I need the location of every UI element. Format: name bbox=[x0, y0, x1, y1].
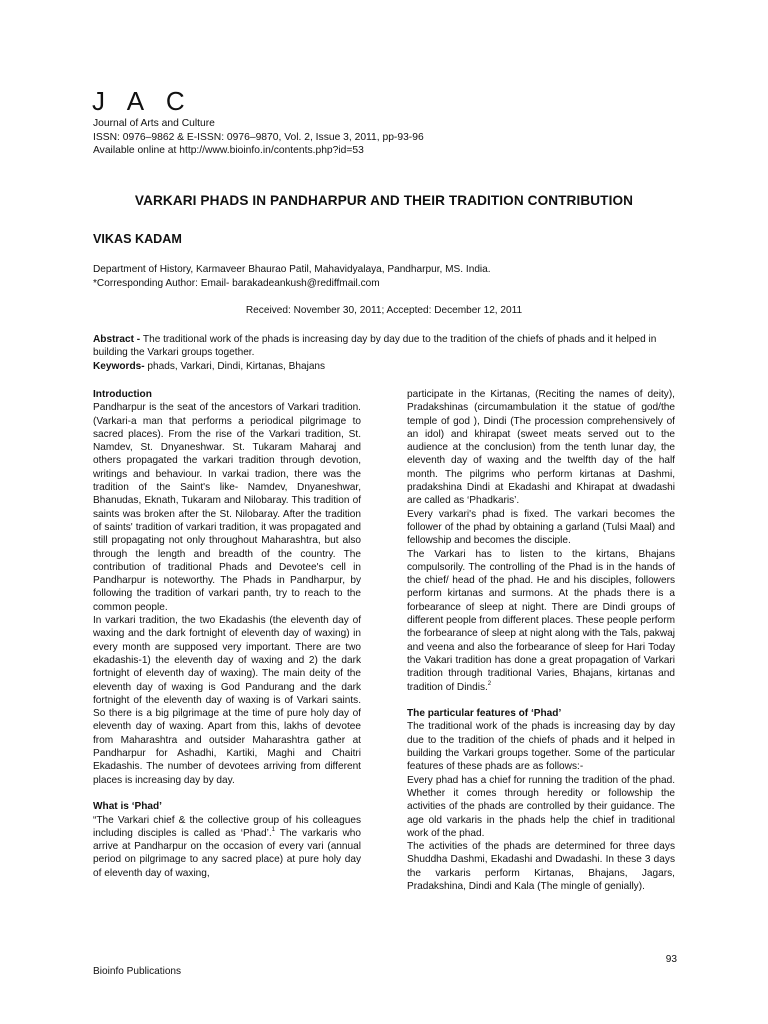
journal-logo: J A C bbox=[92, 86, 193, 116]
section-heading-what-is-phad: What is ‘Phad’ bbox=[93, 801, 162, 813]
paragraph-text: The varkaris who arrive at Pandharpur on the occasion of every vari (annual period on pilgrimage to any sacred place) at pure holy day of eleventh day of waxing, bbox=[93, 827, 361, 879]
journal-online-url[interactable]: Available online at http://www.bioinfo.in/contents.php?id=53 bbox=[93, 145, 364, 156]
keywords-label: Keywords- bbox=[93, 360, 148, 372]
paragraph: The traditional work of the phads is increasing day by day due to the tradition of the chiefs of phads and it helped in building the Varkari groups together. Some of the particular features of these phads are as follows:- bbox=[407, 721, 675, 773]
abstract-block bbox=[93, 333, 675, 373]
paragraph bbox=[93, 814, 361, 880]
paragraph: Every varkari's phad is fixed. The varkari becomes the follower of the phad by obtaining a garland (Tulsi Maal) and fellowship and becomes the disciple. bbox=[407, 508, 675, 547]
left-column bbox=[93, 388, 361, 880]
paragraph-text: The Varkari has to listen to the kirtans, Bhajans compulsorily. The controlling of the Phad is in the hands of the chief/ head of the phad. He and his disciples, followers perform kirtanas and surmons. At the phads there is a forbearance of sleep at night. There are Dindi groups of different people from different places. These people perform the forbearance of sleep at night along with the Tals, pakwaj and veena and also the forbearance of sleep for Hari Today the Vakari tradition has done a great propagation of Varkari tradition through traditional Varies, Bhajans, kirtanas and tradition of Dindis. bbox=[407, 548, 675, 693]
abstract bbox=[93, 333, 675, 360]
article-title: VARKARI PHADS IN PANDHARPUR AND THEIR TRADITION CONTRIBUTION bbox=[134, 193, 634, 208]
paragraph: Every phad has a chief for running the tradition of the phad. Whether it comes through heredity or followship the activities of the phads are controlled by their guidance. The age old varkaris in the phads help the chief in traditional work of the phad. bbox=[407, 774, 675, 839]
right-column bbox=[407, 388, 675, 893]
footnote-ref[interactable]: 2 bbox=[487, 680, 492, 687]
section-heading-introduction: Introduction bbox=[93, 389, 152, 400]
paragraph: Pandharpur is the seat of the ancestors of Varkari tradition. (Varkari-a man that performs a periodical pilgrimage to sacred places). From the rise of the Varkari tradition, St. Namdev, St. Dnyaneshwar. St. Tukaram Maharaj and others propagated the varkari tradition through devotion, writings and behaviour. In varkai tradion, there was the tradition of the Saint's like- Namdev, Dnyaneshwar, Bhanudas, Eknath, Tukaram and Nilobaray. This tradition of saints was broken after the St. Nilobaray. After the tradition of saints' tradition of varkari tradition, it was propagated and still propagating not only throughout Maharashtra, but also through the length and breadth of the country. The contribution of traditional Phads and Devotee's cell in Pandharpur is noteworthy. The Phads in Pandharpur, by following the tradition of varkari panth, try to reach to the common people. bbox=[93, 402, 361, 613]
journal-issn: ISSN: 0976–9862 & E-ISSN: 0976–9870, Vol. 2, Issue 3, 2011, pp-93-96 bbox=[93, 131, 424, 143]
publisher-footer: Bioinfo Publications bbox=[93, 966, 182, 977]
article-author: VIKAS KADAM bbox=[93, 232, 182, 246]
keywords bbox=[93, 360, 675, 373]
paragraph bbox=[407, 548, 675, 694]
page-number: 93 bbox=[665, 954, 677, 965]
paragraph-text: “The Varkari chief & the collective group of his colleagues including disciples is called as ‘Phad’. bbox=[93, 814, 361, 839]
department-line: Department of History, Karmaveer Bhaurao Patil, Mahavidyalaya, Pandharpur, MS. India. bbox=[93, 264, 491, 275]
paragraph: The activities of the phads are determined for three days Shuddha Dashmi, Ekadashi and Dwadashi. In these 3 days the varkaris perform Kirtanas, Bhajans, Jagars, Pradakshina, Dindi and Kala (The mingle of genially). bbox=[407, 841, 675, 892]
footnote-ref[interactable]: 1 bbox=[271, 826, 275, 833]
section-heading-features: The particular features of ‘Phad’ bbox=[407, 708, 562, 720]
author-affiliation bbox=[93, 263, 491, 290]
abstract-text: The traditional work of the phads is increasing day by day due to the tradition of the chiefs of phads and it helped in building the Varkari groups together. bbox=[93, 334, 657, 359]
abstract-label: Abstract - bbox=[93, 334, 143, 345]
journal-name: Journal of Arts and Culture bbox=[93, 118, 215, 129]
received-dates: Received: November 30, 2011; Accepted: December 12, 2011 bbox=[245, 305, 523, 316]
journal-info bbox=[93, 117, 693, 158]
paragraph: In varkari tradition, the two Ekadashis (the eleventh day of waxing and the dark fortnight of eleventh day of waxing) in every month are supposed very important. There are two ekadashis-1) the eleventh day of waxing and 2) the dark fortnight of eleventh day of waxing). The main deity of the eleventh day of waxing is God Pandurang and the dark fortnight of the eleventh day of waxing is of Varkari saints. So there is a big pilgrimage at the time of pure holy day of eleventh day of waxing. Apart from this, lakhs of devotee from Maharashtra and outsider Maharashtra gather at Pandharpur for Ashadhi, Kartiki, Maghi and Chaitri Ekadashis. The number of devotees arriving from different places is increasing day by day. bbox=[93, 615, 361, 786]
keywords-text: phads, Varkari, Dindi, Kirtanas, Bhajans bbox=[147, 360, 326, 372]
corresponding-author: *Corresponding Author: Email- barakadeankush@rediffmail.com bbox=[93, 277, 380, 289]
paragraph: participate in the Kirtanas, (Reciting the names of deity), Pradakshinas (circumambulation it the statue of god/the temple of god ), Dindi (The procession comprehensively of an idol) and khirapat (sweet meats served out to the audience at the conclusion) from the tenth lunar day, the eleventh day of waxing and the twelfth day of the half month. The pilgrims who perform kirtanas at Dashmi, pradakshina Dindi at Ekadashi and Khirapat at dwadashi are called as ‘Phadkaris’. bbox=[407, 389, 675, 507]
